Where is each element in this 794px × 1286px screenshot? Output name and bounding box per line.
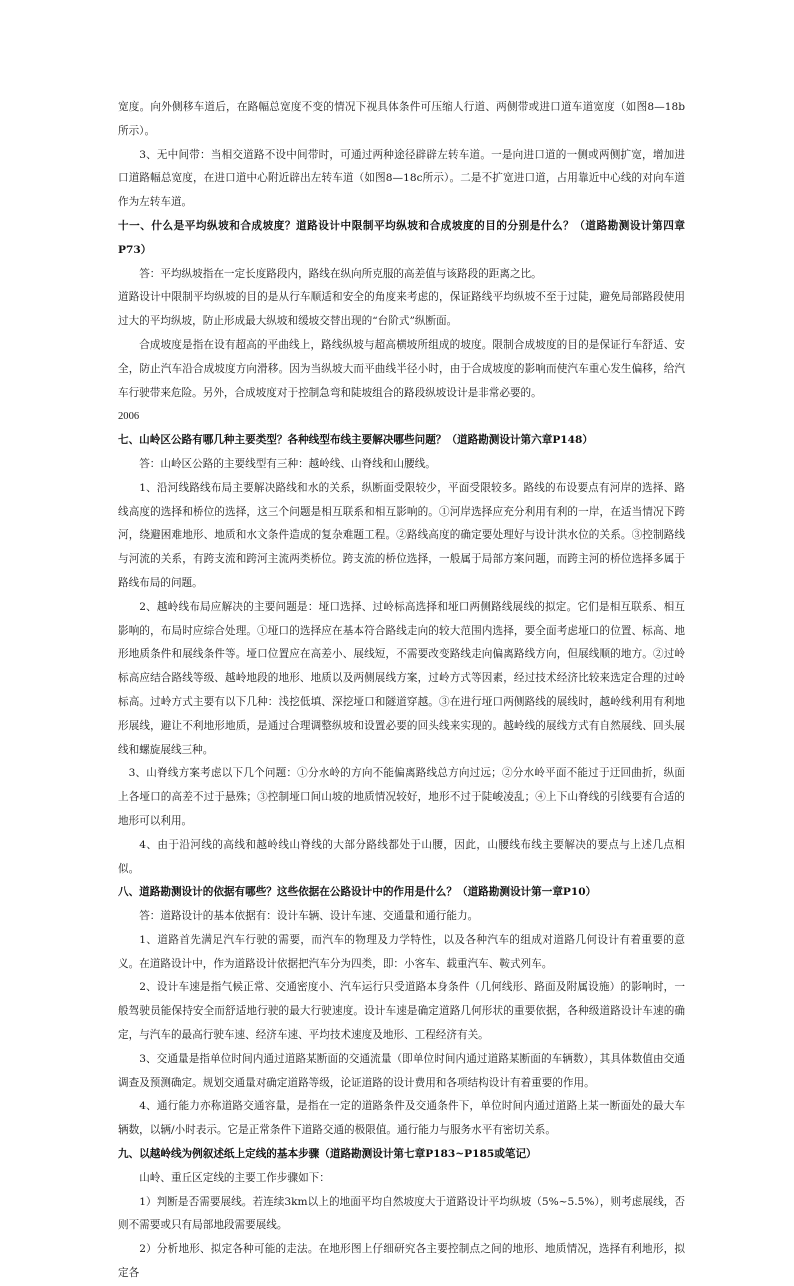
section-heading: 九、以越岭线为例叙述纸上定线的基本步骤（道路勘测设计第七章P183~P185或笔记）: [118, 1148, 537, 1161]
paragraph: 1、道路首先满足汽车行驶的需要，而汽车的物理及力学特性，以及各种汽车的组成对道路几何设计有着重要的意义。在道路设计中，作为道路设计依据把汽车分为四类，即：小客车、载重汽车、鞍式列车。: [118, 933, 685, 970]
paragraph: 答：平均纵坡指在一定长度路段内，路线在纵向所克服的高差值与该路段的距离之比。: [139, 267, 542, 280]
paragraph: 3、山脊线方案考虑以下几个问题：①分水岭的方向不能偏离路线总方向过远；②分水岭平面不能过于迂回曲折，纵面上各垭口的高差不过于悬殊；③控制垭口间山坡的地质情况较好，地形不过于陡峻凌乱；④上下山脊线的引线要有合适的地形可以利用。: [118, 767, 685, 827]
paragraph: 1、沿河线路线布局主要解决路线和水的关系，纵断面受限较少，平面受限较多。路线的布设要点有河岸的选择、路线高度的选择和桥位的选择，这三个问题是相互联系和相互影响的。①河岸选择应充分利用有利的一岸，在适当情况下跨河，绕避困难地形、地质和水文条件造成的复杂难题工程。②路线高度的确定要处理好与设计洪水位的关系。③控制路线与河流的关系，有跨支流和跨河主流两类桥位。跨支流的桥位选择，一般属于局部方案问题，而跨主河的桥位选择多属于路线布局的问题。: [118, 481, 685, 589]
paragraph: 合成坡度是指在设有超高的平曲线上，路线纵坡与超高横坡所组成的坡度。限制合成坡度的目的是保证行车舒适、安全，防止汽车沿合成坡度方向滑移。因为当纵坡大而平曲线半径小时，由于合成坡度的影响而使汽车重心发生偏移，给汽车行驶带来危险。另外，合成坡度对于控制急弯和陡坡组合的路段纵坡设计是非常必要的。: [118, 338, 685, 399]
paragraph: 山岭、重丘区定线的主要工作步骤如下：: [139, 1171, 330, 1184]
paragraph: 1）判断是否需要展线。若连续3km以上的地面平均自然坡度大于道路设计平均纵坡（5%~5.5%），则考虑展线，否则不需要或只有局部地段需要展线。: [118, 1195, 685, 1232]
paragraph: 答：道路设计的基本依据有：设计车辆、设计车速、交通量和通行能力。: [139, 910, 479, 923]
paragraph: 3、无中间带：当相交道路不设中间带时，可通过两种途径辟辟左转车道。一是向进口道的一侧或两侧扩宽，增加进口道路幅总宽度，在进口道中心附近辟出左转车道（如图8—18c所示）。二是不扩宽进口道，占用靠近中心线的对向车道作为左转车道。: [118, 148, 685, 209]
paragraph: 2、设计车速是指气候正常、交通密度小、汽车运行只受道路本身条件（几何线形、路面及附属设施）的影响时，一般驾驶员能保持安全而舒适地行驶的最大行驶速度。设计车速是确定道路几何形状的重要依据，各种级道路设计车速的确定，与汽车的最高行驶车速、经济车速、平均技术速度及地形、工程经济有关。: [118, 981, 685, 1042]
paragraph: 2）分析地形、拟定各种可能的走法。在地形图上仔细研究各主要控制点之间的地形、地质情况，选择有利地形，拟定各: [118, 1243, 685, 1280]
section-heading: 八、道路勘测设计的依据有哪些？这些依据在公路设计中的作用是什么？（道路勘测设计第一章P10）: [118, 886, 597, 899]
year-label: 2006: [118, 411, 140, 423]
paragraph: 宽度。向外侧移车道后，在路幅总宽度不变的情况下视具体条件可压缩人行道、两侧带或进口道车道宽度（如图8—18b所示）。: [118, 101, 685, 137]
paragraph: 2、越岭线布局应解决的主要问题是：垭口选择、过岭标高选择和垭口两侧路线展线的拟定。它们是相互联系、相互影响的，布局时应综合处理。①垭口的选择应在基本符合路线走向的较大范围内选择，要全面考虑垭口的位置、标高、地形地质条件和展线条件等。垭口位置应在高差小、展线短，不需要改变路线走向偏离路线方向，但展线顺的地方。②过岭标高应结合路线等级、越岭地段的地形、地质以及两侧展线方案，过岭方式等因素，经过技术经济比较来选定合理的过岭标高。过岭方式主要有以下几种：浅挖低填、深挖垭口和隧道穿越。③在进行垭口两侧路线的展线时，越岭线利用有利地形展线，避让不利地形地质，是通过合理调整纵坡和设置必要的回头线来实现的。越岭线的展线方式有自然展线、回头展线和螺旋展线三种。: [118, 600, 685, 756]
paragraph: 4、由于沿河线的高线和越岭线山脊线的大部分路线都处于山腰，因此，山腰线布线主要解决的要点与上述几点相似。: [118, 838, 685, 875]
section-heading: 十一、什么是平均纵坡和合成坡度？道路设计中限制平均纵坡和合成坡度的目的分别是什么？（道路勘测设计第四章P73）: [118, 219, 685, 256]
paragraph: 道路设计中限制平均纵坡的目的是从行车顺适和安全的角度来考虑的，保证路线平均纵坡不至于过陡，避免局部路段使用过大的平均纵坡，防止形成最大纵坡和缓坡交替出现的“台阶式”纵断面。: [118, 291, 685, 328]
document-page: [118, 96, 685, 1286]
paragraph: 4、通行能力亦称道路交通容量，是指在一定的道路条件及交通条件下，单位时间内通过道路上某一断面处的最大车辆数，以辆/小时表示。它是正常条件下道路交通的极限值。通行能力与服务水平有密切关系。: [118, 1100, 685, 1137]
section-heading: 七、山岭区公路有哪几种主要类型？各种线型布线主要解决哪些问题？（道路勘测设计第六章P148）: [118, 434, 594, 447]
paragraph: 3、交通量是指单位时间内通过道路某断面的交通流量（即单位时间内通过道路某断面的车辆数），其具体数值由交通调查及预测确定。规划交通量对确定道路等级，论证道路的设计费用和各项结构设计有着重要的作用。: [118, 1052, 685, 1089]
paragraph: 答：山岭区公路的主要线型有三种：越岭线、山脊线和山腰线。: [139, 457, 436, 470]
